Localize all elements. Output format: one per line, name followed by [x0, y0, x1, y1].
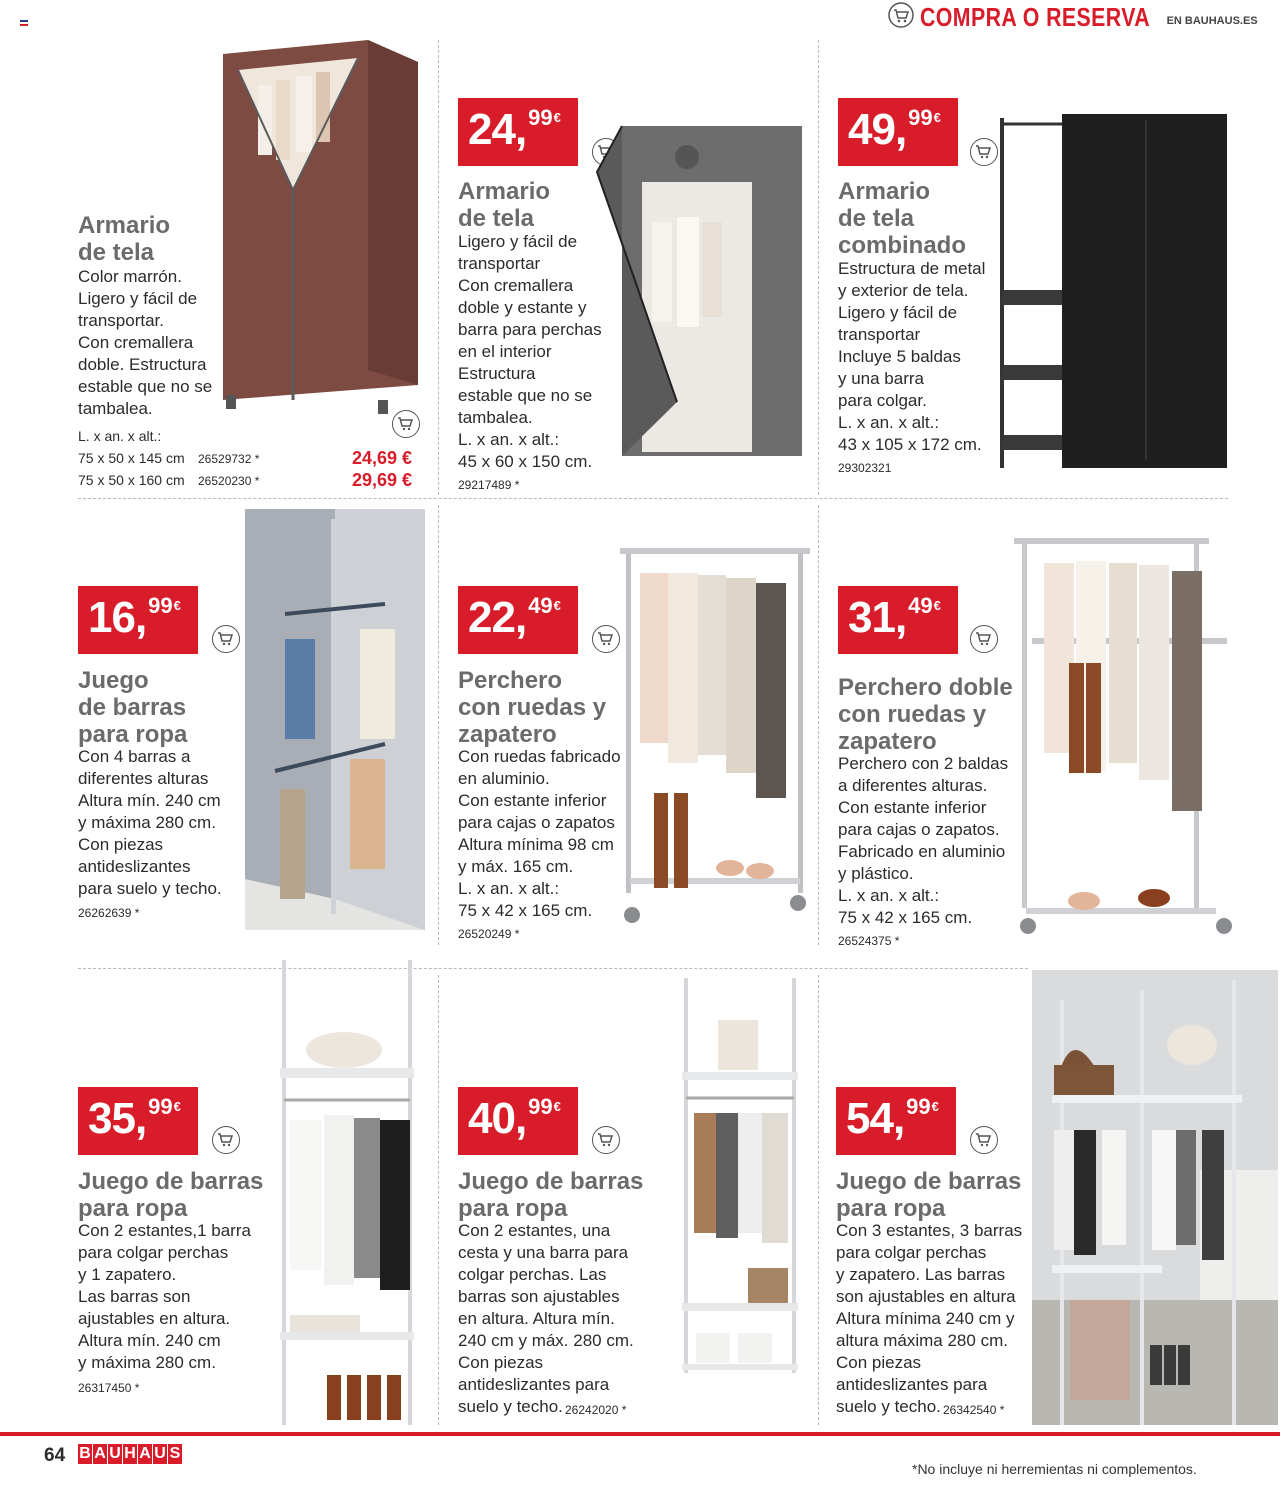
shopping-cart-icon[interactable]	[970, 138, 998, 166]
product-code: 26524375 *	[838, 934, 900, 948]
logo-letter: S	[169, 1445, 181, 1462]
logo-letter: B	[79, 1445, 91, 1462]
logo-letter: A	[139, 1445, 151, 1462]
divider	[438, 975, 439, 1425]
variant-size: 75 x 50 x 160 cm	[78, 472, 185, 488]
product-title: Juego de barras para ropa	[458, 1168, 644, 1222]
product-title: Armario de tela	[458, 178, 551, 232]
shopping-cart-icon[interactable]	[212, 625, 240, 653]
shopping-cart-icon	[888, 2, 914, 33]
price-tag: 40, 99 €	[458, 1087, 578, 1155]
spec-label: L. x an. x alt.:	[78, 428, 162, 444]
product-code: 26342540 *	[943, 1403, 1005, 1417]
shopping-cart-icon[interactable]	[592, 625, 620, 653]
flag-icon	[20, 20, 28, 26]
product-code: 29217489 *	[458, 478, 520, 492]
product-image-grey-wardrobe	[592, 122, 804, 462]
variant-code: 26529732 *	[198, 452, 260, 466]
price-tag: 22, 49 €	[458, 586, 578, 654]
shopping-cart-icon[interactable]	[970, 1126, 998, 1154]
product-image-narrow-pole-system	[680, 978, 800, 1373]
product-image-corner-pole	[245, 509, 425, 930]
product-code: 29302321	[838, 461, 892, 475]
product-description: Con 2 estantes, una cesta y una barra para colgar perchas. Las barras son ajustables en altura. Altura mín. 240 cm y máx. 280 cm. Con piezas antideslizantes para suelo y techo.	[458, 1221, 634, 1416]
product-title: Perchero doble con ruedas y zapatero	[838, 674, 1013, 755]
price-tag: 31, 49 €	[838, 586, 958, 654]
product-description: Con 3 estantes, 3 barras para colgar perchas y zapatero. Las barras son ajustables en altura Altura mínima 240 cm y altura máxima 280 cm. Con piezas antideslizantes para suelo y techo.	[836, 1221, 1023, 1416]
product-code: 26242020 *	[565, 1403, 627, 1417]
logo-letter: A	[94, 1445, 106, 1462]
product-code: 26520249 *	[458, 927, 520, 941]
divider	[78, 968, 1028, 969]
product-description: Estructura de metal y exterior de tela. Ligero y fácil de transportar Incluye 5 baldas y una barra para colgar. L. x an. x alt.: 43 x 105 x 172 cm.	[838, 259, 986, 454]
divider	[438, 505, 439, 945]
product-image-pole-system	[272, 960, 422, 1428]
logo-letter: U	[109, 1445, 121, 1462]
price-tag: 16, 99 €	[78, 586, 198, 654]
header-subtitle: EN BAUHAUS.ES	[1166, 15, 1258, 27]
product-image-rolling-rack	[620, 543, 810, 928]
product-description: Con ruedas fabricado en aluminio. Con estante inferior para cajas o zapatos Altura mínima 98 cm y máx. 165 cm. L. x an. x alt.: 75 x 42 x 165 cm.	[458, 747, 621, 920]
footer-rule	[0, 1432, 1280, 1436]
product-code: 26262639 *	[78, 906, 140, 920]
page-number: 64	[44, 1445, 66, 1466]
header-compra-reserva[interactable]	[888, 2, 1258, 32]
product-title: Armario de tela combinado	[838, 178, 967, 259]
footer-disclaimer: *No incluye ni herremientas ni complementos.	[912, 1461, 1197, 1477]
product-description: Color marrón. Ligero y fácil de transportar. Con cremallera doble. Estructura estable que no se tambalea.	[78, 267, 213, 418]
divider	[438, 40, 439, 495]
shopping-cart-icon[interactable]	[592, 1126, 620, 1154]
price-tag: 35, 99 €	[78, 1087, 198, 1155]
variant-size: 75 x 50 x 145 cm	[78, 450, 185, 466]
product-title: Perchero con ruedas y zapatero	[458, 667, 607, 748]
product-image-brown-wardrobe	[218, 40, 423, 420]
divider	[818, 975, 819, 1425]
variant-price: 29,69 €	[352, 470, 413, 490]
shopping-cart-icon[interactable]	[392, 410, 420, 438]
product-title: Armario de tela	[78, 212, 171, 266]
logo-letter: H	[124, 1445, 136, 1462]
product-image-black-wardrobe	[996, 110, 1232, 475]
price-tag: 24, 99 €	[458, 98, 578, 166]
product-image-bedroom-pole-system	[1032, 970, 1278, 1425]
bauhaus-logo[interactable]	[78, 1444, 182, 1464]
logo-letter: U	[154, 1445, 166, 1462]
divider	[818, 40, 819, 495]
price-tag: 49, 99 €	[838, 98, 958, 166]
shopping-cart-icon[interactable]	[212, 1126, 240, 1154]
product-image-double-rack	[1014, 533, 1234, 938]
divider	[78, 498, 1228, 499]
product-description: Con 2 estantes,1 barra para colgar perchas y 1 zapatero. Las barras son ajustables en altura. Altura mín. 240 cm y máxima 280 cm.	[78, 1221, 251, 1372]
product-description: Ligero y fácil de transportar Con cremallera doble y estante y barra para perchas en el interior Estructura estable que no se tambalea. L. x an. x alt.: 45 x 60 x 150 cm.	[458, 232, 602, 471]
product-title: Juego de barras para ropa	[836, 1168, 1022, 1222]
product-title: Juego de barras para ropa	[78, 1168, 264, 1222]
product-title: Juego de barras para ropa	[78, 667, 188, 748]
price-tag: 54, 99 €	[836, 1087, 956, 1155]
header-title: COMPRA O RESERVA	[920, 1, 1151, 32]
divider	[818, 505, 819, 945]
shopping-cart-icon[interactable]	[970, 625, 998, 653]
variant-price: 24,69 €	[352, 448, 413, 468]
variant-code: 26520230 *	[198, 474, 260, 488]
product-description: Con 4 barras a diferentes alturas Altura mín. 240 cm y máxima 280 cm. Con piezas antideslizantes para suelo y techo.	[78, 747, 222, 898]
product-code: 26317450 *	[78, 1381, 140, 1395]
product-description: Perchero con 2 baldas a diferentes alturas. Con estante inferior para cajas o zapatos. Fabricado en aluminio y plástico. L. x an. x alt.: 75 x 42 x 165 cm.	[838, 754, 1009, 927]
